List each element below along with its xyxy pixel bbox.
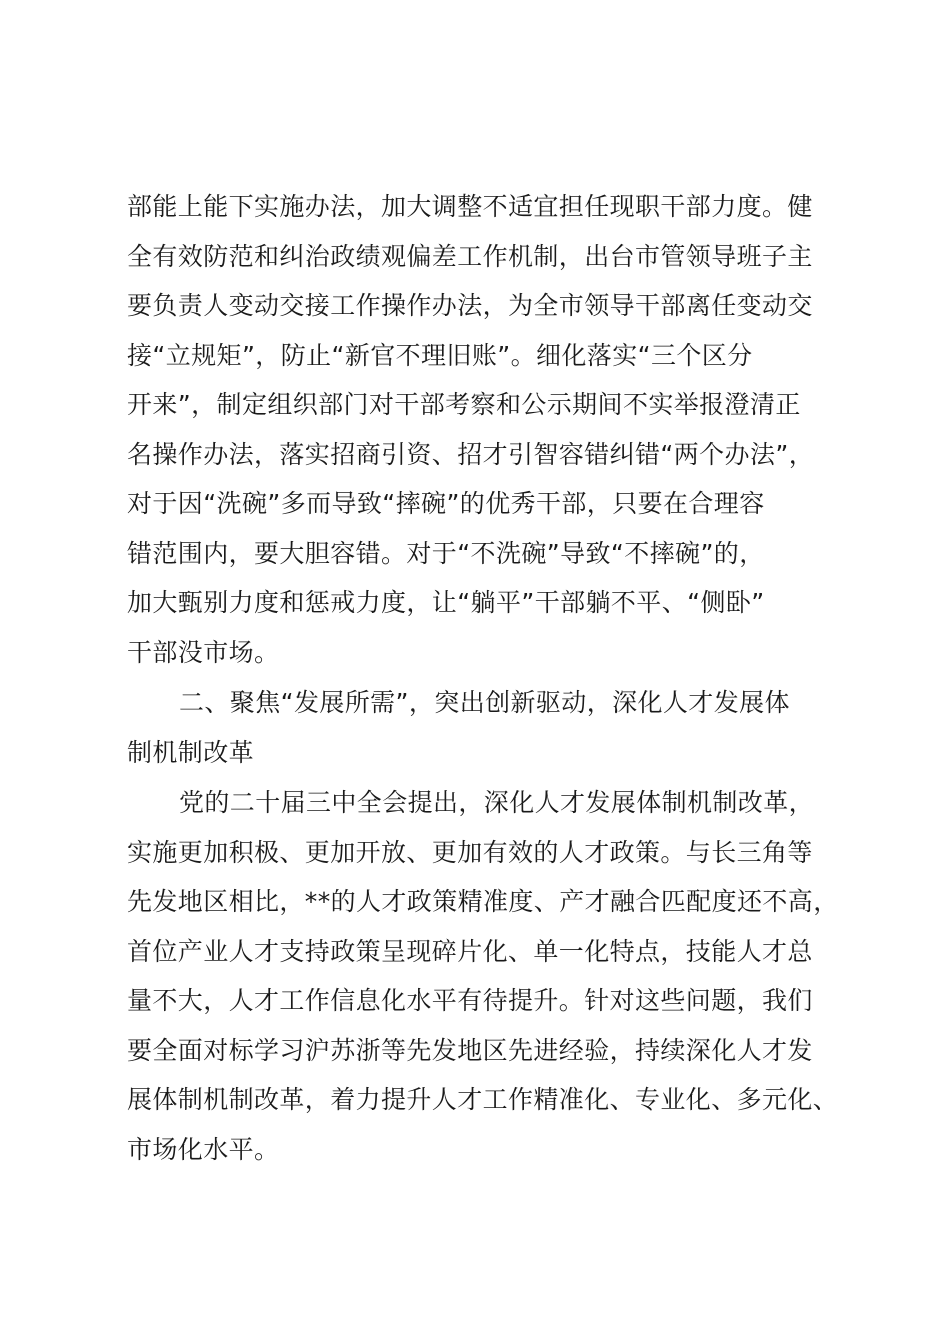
paragraph-line: 干部没市场。 [127, 637, 280, 667]
paragraph-line: 要负责人变动交接工作操作办法，为全市领导干部离任变动交 [127, 291, 813, 320]
paragraph-line: 接“立规矩”，防止“新官不理旧账”。细化落实“三个区分 [127, 340, 753, 370]
paragraph-line: 部能上能下实施办法，加大调整不适宜担任现职干部力度。健 [127, 192, 813, 221]
paragraph-line: 全有效防范和纠治政绩观偏差工作机制，出台市管领导班子主 [127, 241, 813, 271]
paragraph-line: 市场化水平。 [127, 1134, 280, 1164]
paragraph-line: 错范围内，要大胆容错。对于“不洗碗”导致“不摔碗”的， [127, 538, 765, 568]
paragraph-line: 展体制机制改革，着力提升人才工作精准化、专业化、多元化、 [127, 1085, 839, 1114]
section-heading [127, 678, 847, 777]
section-paragraph [127, 778, 847, 1174]
paragraph-line: 要全面对标学习沪苏浙等先发地区先进经验，持续深化人才发 [127, 1035, 813, 1065]
paragraph-line: 加大甄别力度和惩戒力度，让“躺平”干部躺不平、“侧卧” [127, 588, 765, 617]
heading-line: 二、聚焦“发展所需”，突出创新驱动，深化人才发展体 [179, 688, 790, 717]
paragraph-line: 实施更加积极、更加开放、更加有效的人才政策。与长三角等 [127, 837, 813, 867]
paragraph-line: 首位产业人才支持政策呈现碎片化、单一化特点，技能人才总 [127, 936, 813, 966]
paragraph-line: 先发地区相比，**的人才政策精准度、产才融合匹配度还不高， [127, 887, 839, 916]
paragraph-line: 量不大，人才工作信息化水平有待提升。针对这些问题，我们 [127, 986, 813, 1015]
paragraph-line: 开来”，制定组织部门对干部考察和公示期间不实举报澄清正 [127, 390, 801, 419]
paragraph-line: 对于因“洗碗”多而导致“摔碗”的优秀干部，只要在合理容 [127, 489, 765, 518]
continued-paragraph [127, 182, 847, 677]
paragraph-line: 名操作办法，落实招商引资、招才引智容错纠错“两个办法”， [127, 439, 815, 469]
paragraph-line: 党的二十届三中全会提出，深化人才发展体制机制改革， [179, 788, 815, 817]
heading-line: 制机制改革 [127, 737, 255, 767]
